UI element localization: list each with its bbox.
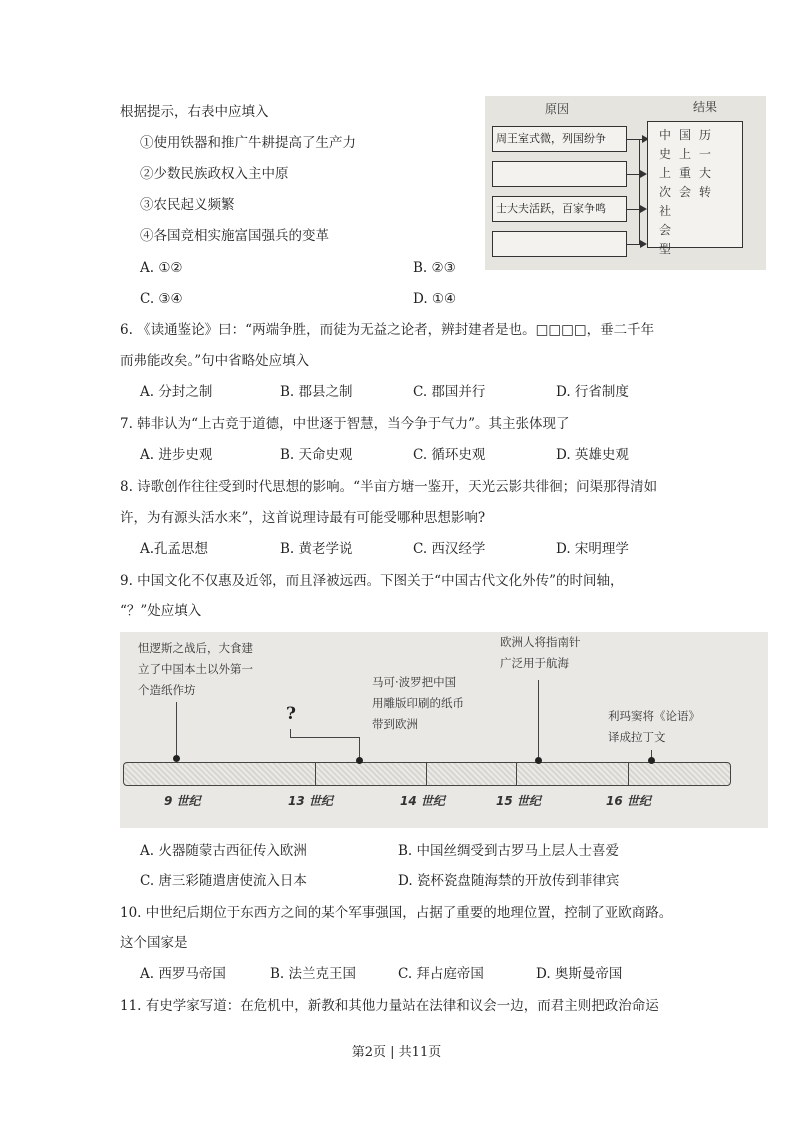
page-footer: 第2页 | 共11页: [351, 1045, 442, 1060]
arrow-icon: [627, 139, 647, 140]
question-mark: ?: [286, 704, 296, 724]
event-text: 广泛用于航海: [500, 656, 569, 670]
q9-option-a: A. 火器随蒙古西征传入欧洲: [140, 843, 307, 859]
event-dot: [173, 755, 180, 762]
q10-option-c: C. 拜占庭帝国: [398, 966, 484, 982]
timeline-figure: [120, 632, 768, 828]
arrow-icon: [627, 244, 645, 245]
arrow-icon: [627, 174, 645, 175]
timeline-tick: [426, 762, 427, 786]
q5-option-c: C. ③④: [140, 291, 183, 307]
timeline-tick: [516, 762, 517, 786]
result-col-1: 中史上次社会型: [658, 128, 671, 256]
event-text: 带到欧洲: [372, 717, 418, 731]
q6-option-b: B. 郡县之制: [280, 384, 353, 400]
q5-option-a: A. ①②: [140, 260, 183, 276]
event-text: 利玛窦将《论语》: [608, 709, 700, 723]
cause-box-4: [492, 231, 627, 257]
q8-option-d: D. 宋明理学: [556, 541, 629, 557]
q8-option-b: B. 黄老学说: [280, 541, 353, 557]
event-text: 译成拉丁文: [608, 730, 666, 744]
event-stem: [538, 680, 539, 760]
q8-option-c: C. 西汉经学: [413, 541, 486, 557]
q10-option-b: B. 法兰克王国: [270, 966, 357, 982]
q8-line-2: 许，为有源头活水来”，这首说理诗最有可能受哪种思想影响?: [120, 510, 486, 526]
event-text: 个造纸作坊: [138, 683, 196, 697]
q7-option-c: C. 循环史观: [413, 447, 486, 463]
event-dot: [535, 757, 542, 764]
q9-line-2: “？”处应填入: [120, 603, 202, 619]
cause-box-1: 周王室式微，列国纷争: [492, 126, 627, 152]
century-label: 14 世纪: [400, 794, 445, 808]
q10-line-2: 这个国家是: [120, 935, 188, 951]
result-box: [647, 121, 743, 256]
question-bracket: [290, 729, 359, 738]
q7-line-1: 7. 韩非认为“上古竞于道德，中世逐于智慧，当今争于气力”。其主张体现了: [120, 416, 570, 432]
event-text: 欧洲人将指南针: [500, 635, 581, 649]
event-text: 怛逻斯之战后，大食建: [138, 641, 253, 655]
event-compass: [500, 632, 581, 674]
timeline-tick: [315, 762, 316, 786]
q5-option-b: B. ②③: [413, 260, 456, 276]
arrow-icon: [627, 209, 645, 210]
event-ricci: [608, 706, 700, 748]
connector-line: [639, 139, 640, 244]
q11-line-1: 11. 有史学家写道：在危机中，新教和其他力量站在法律和议会一边，而君主则把政治命运: [120, 998, 659, 1014]
q6-option-c: C. 郡国并行: [413, 384, 486, 400]
q7-option-d: D. 英雄史观: [556, 447, 629, 463]
q6-line-1: 6. 《读通鉴论》曰：“两端争胜，而徒为无益之论者，辨封建者是也。□□□□，垂二千年: [120, 322, 655, 338]
result-col-3: 历一大转: [698, 128, 711, 199]
q10-option-a: A. 西罗马帝国: [140, 966, 226, 982]
cause-header: 原因: [545, 102, 570, 116]
q6-option-d: D. 行省制度: [556, 384, 629, 400]
event-paper-mill: [138, 638, 253, 701]
century-label: 16 世纪: [606, 794, 651, 808]
q7-option-b: B. 天命史观: [280, 447, 353, 463]
q5-item-2: ②少数民族政权入主中原: [140, 166, 289, 182]
result-header: 结果: [693, 100, 718, 114]
event-stem: [176, 702, 177, 760]
event-marco-polo: [372, 672, 464, 735]
century-label: 13 世纪: [288, 794, 333, 808]
timeline-bar: [123, 762, 731, 786]
q10-option-d: D. 奥斯曼帝国: [536, 966, 623, 982]
q6-line-2: 而弗能改矣。”句中省略处应填入: [120, 353, 310, 369]
q10-line-1: 10. 中世纪后期位于东西方之间的某个军事强国，占据了重要的地理位置，控制了亚欧商路。: [120, 905, 673, 921]
cause-box-3: 士大夫活跃，百家争鸣: [492, 196, 627, 222]
century-label: 9 世纪: [164, 794, 201, 808]
q5-item-4: ④各国竞相实施富国强兵的变革: [140, 228, 329, 244]
q7-option-a: A. 进步史观: [140, 447, 213, 463]
event-text: 用雕版印刷的纸币: [372, 696, 464, 710]
event-dot: [356, 757, 363, 764]
event-dot: [648, 757, 655, 764]
q5-stem: 根据提示，右表中应填入: [120, 104, 269, 120]
q8-option-a: A.孔孟思想: [140, 541, 209, 557]
q9-option-b: B. 中国丝绸受到古罗马上层人士喜爱: [398, 843, 620, 859]
century-label: 15 世纪: [496, 794, 541, 808]
q9-line-1: 9. 中国文化不仅惠及近邻，而且泽被远西。下图关于“中国古代文化外传”的时间轴，: [120, 573, 624, 589]
q9-option-d: D. 瓷杯瓷盘随海禁的开放传到菲律宾: [398, 873, 620, 889]
q5-item-3: ③农民起义频繁: [140, 197, 235, 213]
q5-item-1: ①使用铁器和推广牛耕提高了生产力: [140, 135, 356, 151]
q8-line-1: 8. 诗歌创作往往受到时代思想的影响。“半亩方塘一鉴开，天光云影共徘徊；问渠那得清如: [120, 479, 658, 495]
q5-option-d: D. ①④: [413, 291, 457, 307]
q6-option-a: A. 分封之制: [140, 384, 213, 400]
q9-option-c: C. 唐三彩随遣唐使流入日本: [140, 873, 307, 889]
event-text: 马可·波罗把中国: [372, 675, 457, 689]
cause-result-figure: [485, 96, 766, 270]
event-text: 立了中国本土以外第一: [138, 662, 253, 676]
timeline-tick: [628, 762, 629, 786]
cause-box-2: [492, 161, 627, 187]
result-col-2: 国上重会: [678, 128, 691, 199]
